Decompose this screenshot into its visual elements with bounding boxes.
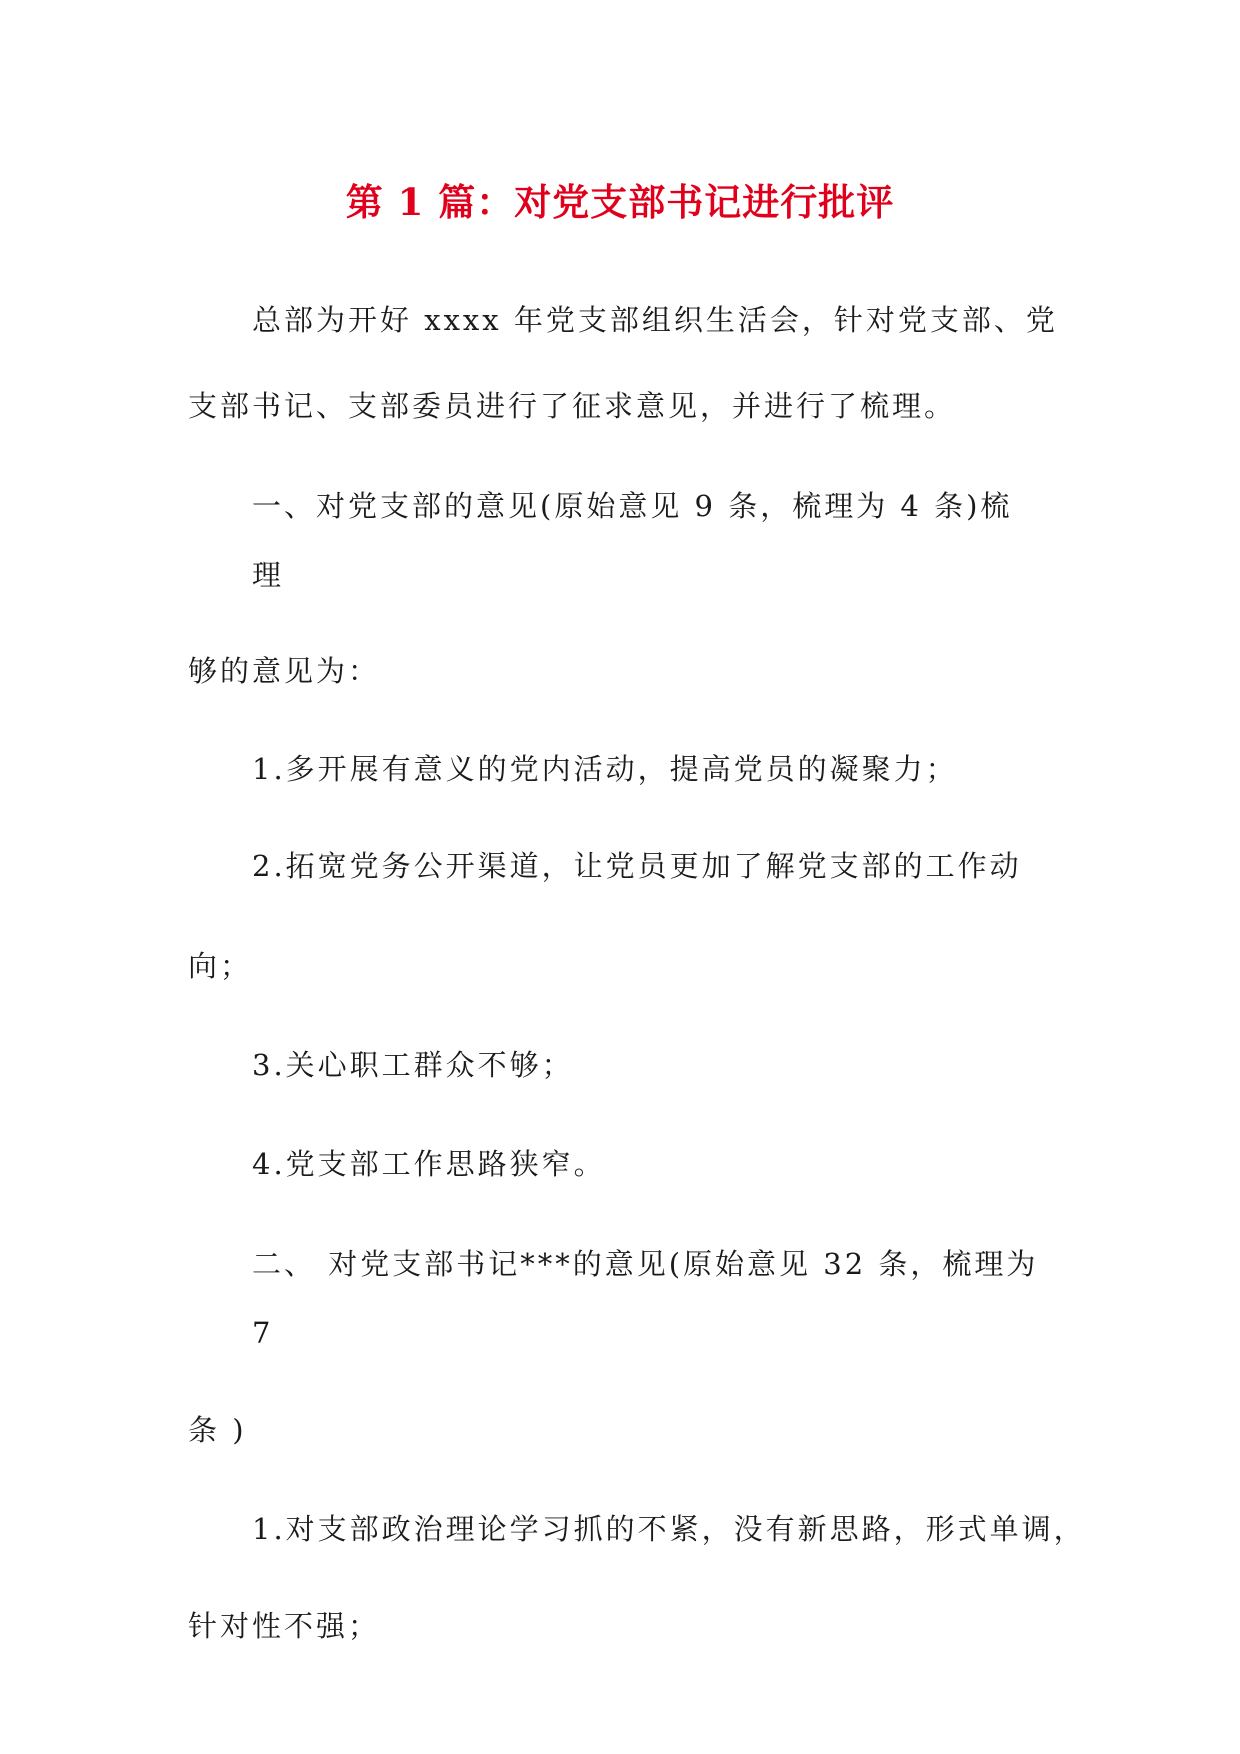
list-item: 3.关心职工群众不够；: [252, 1048, 574, 1082]
list-item: 1.对支部政治理论学习抓的不紧，没有新思路，形式单调，: [252, 1512, 1086, 1546]
paragraph-line: 支部书记、支部委员进行了征求意见，并进行了梳理。: [188, 389, 957, 423]
list-item: 4.党支部工作思路狭窄。: [252, 1147, 606, 1181]
paragraph-line: 总部为开好 xxxx 年党支部组织生活会，针对党支部、党: [252, 303, 1058, 337]
paragraph-line: 理: [252, 558, 285, 592]
paragraph-line: 一、对党支部的意见(原始意见 9 条，梳理为 4 条)梳: [252, 489, 1013, 523]
list-item: 2.拓宽党务公开渠道，让党员更加了解党支部的工作动: [252, 849, 1022, 883]
document-title: 第 1 篇：对党支部书记进行批评: [345, 180, 895, 224]
paragraph-line: 条 ): [188, 1413, 247, 1447]
paragraph-line: 够的意见为：: [188, 654, 381, 688]
paragraph-line: 7: [252, 1316, 274, 1350]
paragraph-line: 向；: [188, 949, 253, 983]
paragraph-line: 针对性不强；: [188, 1609, 381, 1643]
list-item: 1.多开展有意义的党内活动，提高党员的凝聚力；: [252, 752, 958, 786]
paragraph-line: 二、 对党支部书记***的意见(原始意见 32 条，梳理为: [252, 1247, 1039, 1281]
